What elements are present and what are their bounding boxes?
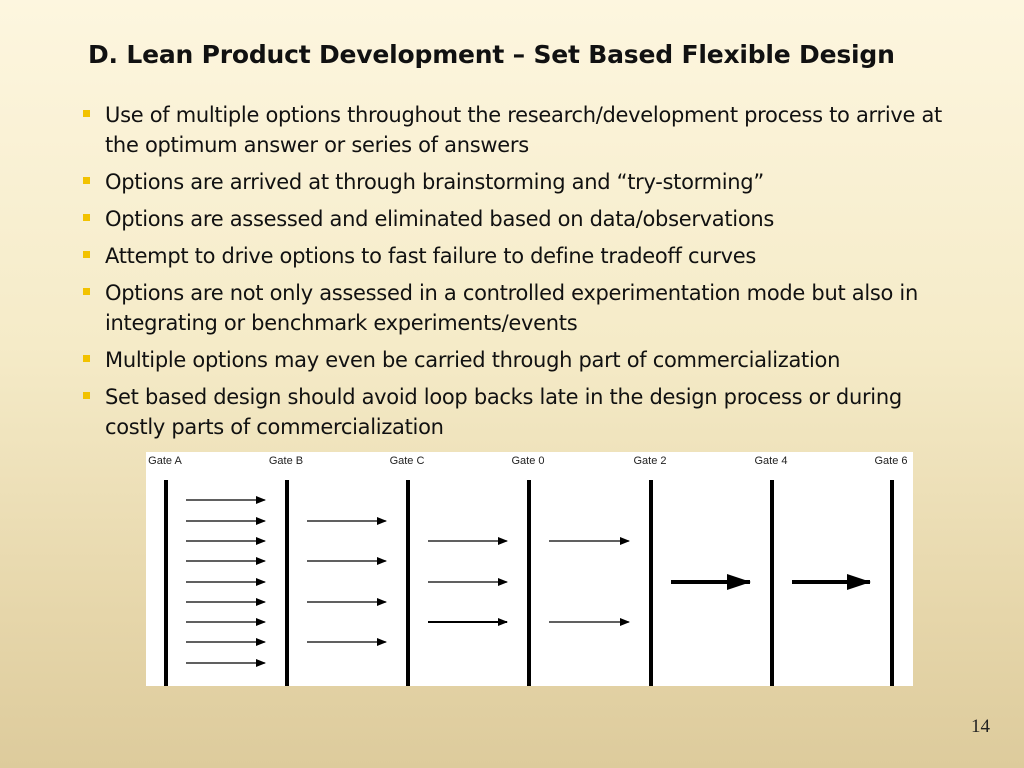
bullet-text: Options are not only assessed in a controlled experimentation mode but also in integrating or benchmark experiments/events	[105, 281, 918, 335]
bullet-item	[78, 204, 958, 234]
square-bullet-icon	[83, 288, 90, 295]
bullet-item	[78, 382, 958, 442]
bullet-text: Use of multiple options throughout the research/development process to arrive at the optimum answer or series of answers	[105, 103, 942, 157]
bullet-item	[78, 167, 958, 197]
bullet-text: Multiple options may even be carried through part of commercialization	[105, 348, 841, 372]
square-bullet-icon	[83, 355, 90, 362]
gate-label: Gate A	[148, 455, 182, 467]
bullet-text: Options are assessed and eliminated based on data/observations	[105, 207, 775, 231]
square-bullet-icon	[83, 110, 90, 117]
gate-label: Gate 6	[874, 455, 908, 467]
gate-label: Gate 4	[754, 455, 788, 467]
set-based-design-diagram	[146, 452, 913, 686]
gate-label: Gate 0	[511, 455, 545, 467]
gate-diagram-svg	[146, 452, 913, 686]
bullet-item	[78, 345, 958, 375]
gate-label: Gate B	[268, 455, 304, 467]
square-bullet-icon	[83, 251, 90, 258]
square-bullet-icon	[83, 392, 90, 399]
bullet-item	[78, 241, 958, 271]
bullet-list	[78, 100, 958, 449]
bullet-text: Set based design should avoid loop backs late in the design process or during costly parts of commercialization	[105, 385, 902, 439]
bullet-item	[78, 278, 958, 338]
gate-label: Gate C	[389, 455, 425, 467]
bullet-text: Attempt to drive options to fast failure to define tradeoff curves	[105, 244, 756, 268]
bullet-item	[78, 100, 958, 160]
page-number: 14	[971, 716, 990, 737]
square-bullet-icon	[83, 214, 90, 221]
slide-title: D. Lean Product Development – Set Based Flexible Design	[88, 40, 895, 69]
gate-label: Gate 2	[633, 455, 667, 467]
square-bullet-icon	[83, 177, 90, 184]
bullet-text: Options are arrived at through brainstorming and “try-storming”	[105, 170, 764, 194]
